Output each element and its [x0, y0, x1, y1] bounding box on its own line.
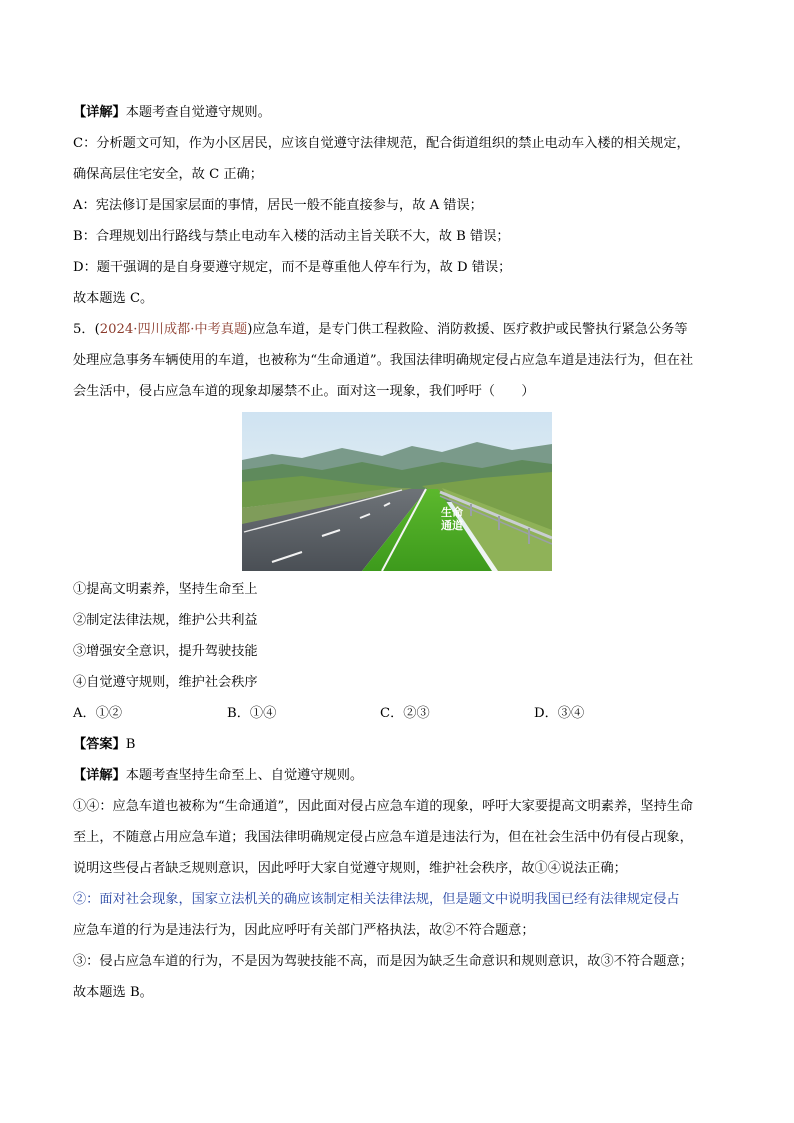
- explanation-b-line: B：合理规划出行路线与禁止电动车入楼的活动主旨关联不大，故 B 错误；: [73, 229, 510, 244]
- detail-text-2: 本题考查坚持生命至上、自觉遵守规则。: [125, 768, 364, 783]
- option-b: B．①④: [227, 706, 277, 721]
- statement-4: ④自觉遵守规则，维护社会秩序: [73, 675, 258, 690]
- question-5-stem-line-1: [73, 320, 688, 340]
- detail-tag-2: 【详解】: [73, 768, 126, 783]
- explanation-14-line-1: ①④：应急车道也被称为“生命通道”，因此面对侵占应急车道的现象，呼吁大家要提高文明素养，坚持生命: [73, 799, 694, 814]
- lane-text: 生命通道: [441, 506, 463, 532]
- explanation-d-line: D：题干强调的是自身要遵守规定，而不是尊重他人停车行为，故 D 错误；: [73, 260, 512, 275]
- explanation-2-line-2: 应急车道的行为是违法行为，因此应呼吁有关部门严格执法，故②不符合题意；: [73, 923, 535, 938]
- conclusion-1: 故本题选 C。: [73, 291, 154, 306]
- stem-text: )应急车道，是专门供工程救险、消防救援、医疗救护或民警执行紧急公务等: [247, 322, 688, 337]
- explanation-c-line-1: C：分析题文可知，作为小区居民，应该自觉遵守法律规范，配合街道组织的禁止电动车入楼的相关规定，: [73, 136, 690, 151]
- statement-3: ③增强安全意识，提升驾驶技能: [73, 644, 258, 659]
- detail-tag: 【详解】: [73, 105, 126, 120]
- question-number: 5．(: [73, 322, 100, 337]
- question-source: 2024·四川成都·中考真题: [99, 322, 248, 337]
- explanation-14-line-2: 至上，不随意占用应急车道；我国法律明确规定侵占应急车道是违法行为，但在社会生活中仍有侵占现象，: [73, 830, 693, 845]
- question-5-stem-line-3: 会生活中，侵占应急车道的现象却屡禁不止。面对这一现象，我们呼吁（ ）: [73, 384, 535, 399]
- answer-line: [73, 735, 135, 755]
- question-5-stem-line-2: 处理应急事务车辆使用的车道，也被称为“生命通道”。我国法律明确规定侵占应急车道是违法行为，但在社: [73, 353, 694, 368]
- option-d: D．③④: [534, 706, 585, 721]
- detail-paragraph-2: [73, 766, 363, 786]
- answer-tag: 【答案】: [73, 737, 126, 752]
- explanation-2-line-1: ②：面对社会现象，国家立法机关的确应该制定相关法律法规，但是题文中说明我国已经有法律规定侵占: [73, 892, 680, 907]
- option-c: C．②③: [380, 706, 430, 721]
- lane-text-sheng: [440, 506, 464, 532]
- explanation-3-line: ③：侵占应急车道的行为，不是因为驾驶技能不高，而是因为缺乏生命意识和规则意识，故③不符合题意；: [73, 954, 693, 969]
- conclusion-2: 故本题选 B。: [73, 985, 153, 1000]
- answer-value: B: [125, 737, 136, 752]
- statement-2: ②制定法律法规，维护公共利益: [73, 613, 258, 628]
- explanation-a-line: A：宪法修订是国家层面的事情，居民一般不能直接参与，故 A 错误；: [73, 198, 483, 213]
- detail-paragraph-1: [73, 103, 271, 123]
- option-a: A．①②: [73, 706, 123, 721]
- detail-text: 本题考查自觉遵守规则。: [125, 105, 271, 120]
- explanation-14-line-3: 说明这些侵占者缺乏规则意识，因此呼吁大家自觉遵守规则，维护社会秩序，故①④说法正确；: [73, 861, 627, 876]
- emergency-lane-photo: [242, 412, 552, 571]
- statement-1: ①提高文明素养，坚持生命至上: [73, 582, 258, 597]
- explanation-c-line-2: 确保高层住宅安全，故 C 正确；: [73, 167, 263, 182]
